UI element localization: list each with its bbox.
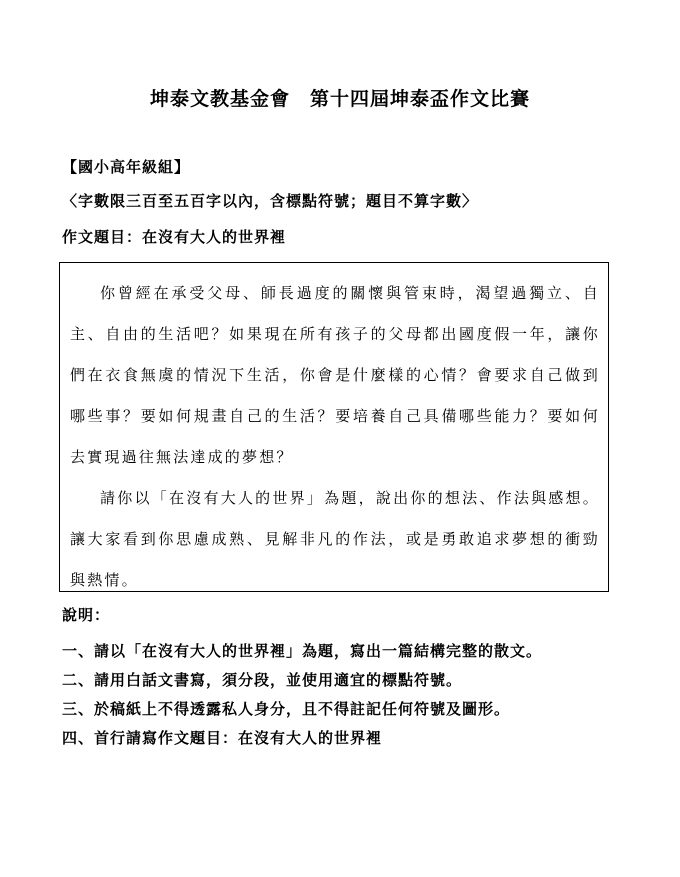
notes-heading: 說明：: [62, 606, 111, 624]
notes-list: [62, 637, 542, 753]
note-item-2: 二、請用白話文書寫，須分段，並使用適宜的標點符號。: [62, 671, 463, 689]
word-limit-note: 〈字數限三百至五百字以內，含標點符號；題目不算字數〉: [62, 192, 479, 210]
page-title: 坤泰文教基金會 第十四屆坤泰盃作文比賽: [149, 88, 530, 110]
prompt-box: [59, 262, 609, 592]
prompt-paragraph-1: 你曾經在承受父母、師長過度的關懷與管束時，渴望過獨立、自主、自由的生活吧？如果現在所有孩子的父母都出國度假一年，讓你們在衣食無虞的情況下生活，你會是什麼樣的心情？會要求自己做到哪些事？要如何規畫自己的生活？要培養自己具備哪些能力？要如何去實現過往無法達成的夢想？: [70, 284, 600, 466]
grade-group-label: 【國小高年級組】: [62, 158, 191, 176]
note-item-1: 一、請以「在沒有大人的世界裡」為題，寫出一篇結構完整的散文。: [62, 642, 543, 660]
note-item-4: 四、首行請寫作文題目：在沒有大人的世界裡: [62, 729, 383, 747]
note-item-3: 三、於稿紙上不得透露私人身分，且不得註記任何符號及圖形。: [62, 700, 511, 718]
prompt-paragraph-2: 請你以「在沒有大人的世界」為題，說出你的想法、作法與感想。讓大家看到你思慮成熟、見解非凡的作法，或是勇敢追求夢想的衝勁與熱情。: [70, 489, 600, 589]
topic-line: 作文題目：在沒有大人的世界裡: [62, 228, 287, 246]
